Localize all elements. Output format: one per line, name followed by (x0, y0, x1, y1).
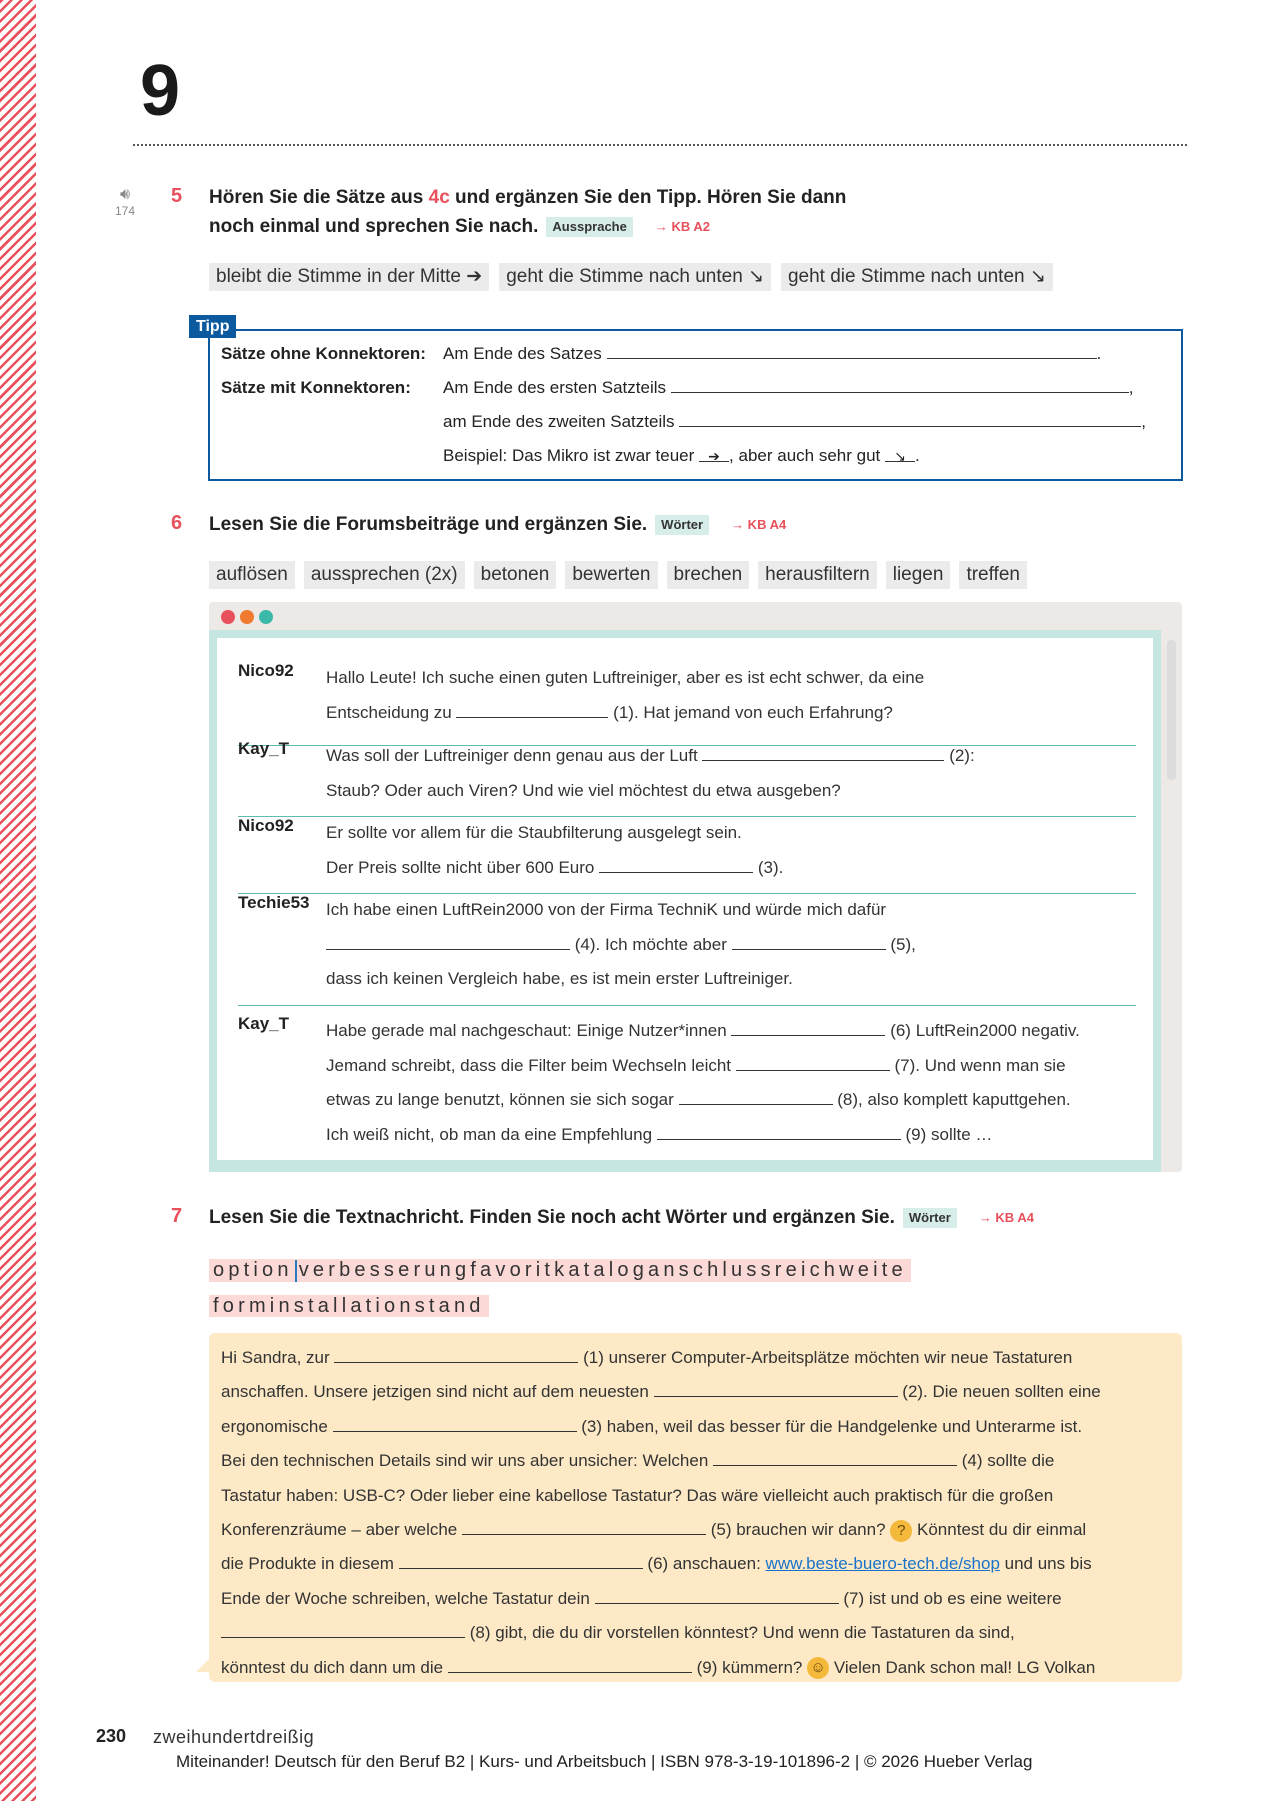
answer-blank[interactable] (679, 413, 1141, 427)
kb-reference: → KB A4 (731, 517, 787, 533)
word-chip: bewerten (565, 561, 657, 589)
forum-frame (209, 630, 1161, 1172)
window-dot[interactable] (259, 610, 273, 624)
word-chip: herausfiltern (758, 561, 877, 589)
answer-blank[interactable] (671, 379, 1129, 393)
word-chip: aussprechen (2x) (304, 561, 465, 589)
kb-reference: → KB A4 (978, 1210, 1034, 1226)
decorative-stripe (0, 0, 36, 1801)
post-username: Nico92 (238, 816, 294, 835)
page-number: 230 (96, 1726, 127, 1746)
word-chip: auflösen (209, 561, 295, 589)
ex6-word-bank (209, 561, 1027, 589)
word-chip: bleibt die Stimme in der Mitte ➔ (209, 263, 489, 291)
answer-blank[interactable] (221, 1624, 465, 1638)
tipp-label: Tipp (189, 315, 236, 338)
arrow-right-icon: ➔ (699, 448, 729, 462)
word-chip: brechen (667, 561, 750, 589)
message-tail (196, 1658, 210, 1672)
page-number-word: zweihundertdreißig (153, 1727, 315, 1747)
answer-blank[interactable] (654, 1383, 898, 1397)
dotted-divider (133, 144, 1187, 146)
answer-blank[interactable] (595, 1590, 839, 1604)
tipp-line-2: Sätze mit Konnektoren: (221, 378, 411, 397)
text-message (209, 1333, 1182, 1682)
kb-reference: → KB A2 (654, 219, 710, 235)
publication-credit: Miteinander! Deutsch für den Beruf B2 | Kurs- und Arbeitsbuch | ISBN 978-3-19-101896-2 | © 2026 Hueber Verlag (176, 1752, 1033, 1771)
speaker-icon: 🔊︎ (119, 186, 131, 203)
tipp-line-4: Beispiel: Das Mikro ist zwar teuer ➔ , aber auch sehr gut ↘ . (443, 446, 920, 465)
answer-blank[interactable] (399, 1555, 643, 1569)
audio-track[interactable] (113, 186, 137, 218)
post-text: Hallo Leute! Ich suche einen guten Luftreiniger, aber es ist echt schwer, da eine Entscheidung zu (1). Hat jemand von euch Erfahrung? (326, 668, 925, 722)
forum-browser-window (209, 602, 1182, 1172)
exercise-5-number: 5 (171, 185, 183, 207)
answer-blank[interactable] (702, 747, 944, 761)
arrow-down-right-icon: ↘ (885, 448, 915, 462)
word-chip: geht die Stimme nach unten ↘ (499, 263, 771, 291)
answer-blank[interactable] (462, 1521, 706, 1535)
smiling-emoji-icon: ☺ (807, 1657, 829, 1679)
category-tag: Aussprache (546, 217, 632, 237)
tipp-line-3: am Ende des zweiten Satzteils , (443, 412, 1146, 431)
word-chip: liegen (886, 561, 951, 589)
answer-blank[interactable] (607, 345, 1097, 359)
word-snake-line-2: forminstallationstand (209, 1295, 489, 1317)
post-text: Er sollte vor allem für die Staubfilterung ausgelegt sein. Der Preis sollte nicht über 600 Euro (3). (326, 823, 784, 877)
answer-blank[interactable] (334, 1349, 578, 1363)
post-username: Nico92 (238, 661, 294, 680)
category-tag: Wörter (903, 1208, 957, 1228)
tipp-line-1: Sätze ohne Konnektoren: (221, 344, 426, 363)
answer-blank[interactable] (326, 936, 570, 950)
word-chip: betonen (474, 561, 557, 589)
word-chip: geht die Stimme nach unten ↘ (781, 263, 1053, 291)
message-body: Hi Sandra, zur (1) unserer Computer-Arbeitsplätze möchten wir neue Tastaturen anschaffen. Unsere jetzigen sind nicht auf dem neuesten (2). Die neuen sollten eine ergonomische (3) haben, weil das besser für die Handgelenke und Unterarme ist. Bei den technischen Details sind wir uns aber unsicher: Welchen (4) sollte die Tastatur haben: USB-C? Oder lieber eine kabellose Tastatur? Das wäre vielleicht auch praktisch für die großen Konferenzräume – aber welche (5) brauchen wir dann? ? Könntest du dir einmal die Produkte in diesem (6) anschauen: www.beste-buero-tech.de/shop und uns bis Ende der Woche schreiben, welche Tastatur dein (7) ist und ob es eine weitere (8) gibt, die du dir vorstellen könntest? Und wenn die Tastaturen da sind, könntest du dich dann um die (9) kümmern? ☺ Vielen Dank schon mal! LG Volkan (221, 1341, 1176, 1685)
category-tag: Wörter (655, 515, 709, 535)
exercise-ref: 4c (428, 187, 450, 208)
exercise-6-title: Lesen Sie die Forumsbeiträge und ergänzen Sie. Wörter → KB A4 (209, 510, 786, 539)
answer-blank[interactable] (333, 1418, 577, 1432)
exercise-5-title: Hören Sie die Sätze aus 4c und ergänzen Sie den Tipp. Hören Sie dann noch einmal und sprechen Sie nach. Aussprache → KB A2 (209, 183, 846, 241)
window-dot[interactable] (221, 610, 235, 624)
answer-blank[interactable] (599, 859, 753, 873)
answer-blank[interactable] (732, 936, 886, 950)
post-username: Techie53 (238, 893, 310, 912)
answer-blank[interactable] (657, 1126, 901, 1140)
word-snake-line-1: option verbesserungfavoritkataloganschlussreichweite (209, 1259, 911, 1282)
post-text: Was soll der Luftreiniger denn genau aus der Luft (2): Staub? Oder auch Viren? Und wie viel möchtest du etwa ausgeben? (326, 746, 975, 800)
audio-track-number: 174 (114, 204, 136, 218)
answer-blank[interactable] (713, 1452, 957, 1466)
forum-post (238, 661, 1136, 738)
answer-blank[interactable] (448, 1659, 692, 1673)
window-controls (221, 610, 273, 624)
answer-blank[interactable] (731, 1022, 885, 1036)
post-username: Kay_T (238, 1014, 290, 1033)
window-dot[interactable] (240, 610, 254, 624)
word-chip: treffen (959, 561, 1027, 589)
forum-content (217, 638, 1153, 1160)
post-username: Kay_T (238, 739, 290, 758)
ex5-word-bank (209, 263, 1063, 291)
divider-mark (295, 1260, 297, 1282)
chapter-number: 9 (140, 51, 179, 131)
thinking-emoji-icon: ? (890, 1520, 912, 1542)
shop-link[interactable]: www.beste-buero-tech.de/shop (765, 1554, 1000, 1574)
exercise-7-title: Lesen Sie die Textnachricht. Finden Sie noch acht Wörter und ergänzen Sie. Wörter → KB A4 (209, 1203, 1034, 1232)
exercise-7-number: 7 (171, 1205, 183, 1227)
answer-blank[interactable] (679, 1091, 833, 1105)
exercise-6-number: 6 (171, 512, 183, 534)
answer-blank[interactable] (456, 704, 608, 718)
post-text: Habe gerade mal nachgeschaut: Einige Nutzer*innen (6) LuftRein2000 negativ. Jemand schreibt, dass die Filter beim Wechseln leicht (7). Und wenn man sie etwas zu lange benutzt, können sie sich sogar (8), also komplett kaputtgehen. Ich weiß nicht, ob man da eine Empfehlung (9) sollte … (326, 1021, 1080, 1144)
post-divider (238, 1005, 1136, 1006)
answer-blank[interactable] (736, 1057, 890, 1071)
post-text: Ich habe einen LuftRein2000 von der Firma TechniK und würde mich dafür (4). Ich möchte aber (5), dass ich keinen Vergleich habe, es ist mein erster Luftreiniger. (326, 900, 916, 988)
forum-scrollbar[interactable] (1167, 640, 1176, 780)
